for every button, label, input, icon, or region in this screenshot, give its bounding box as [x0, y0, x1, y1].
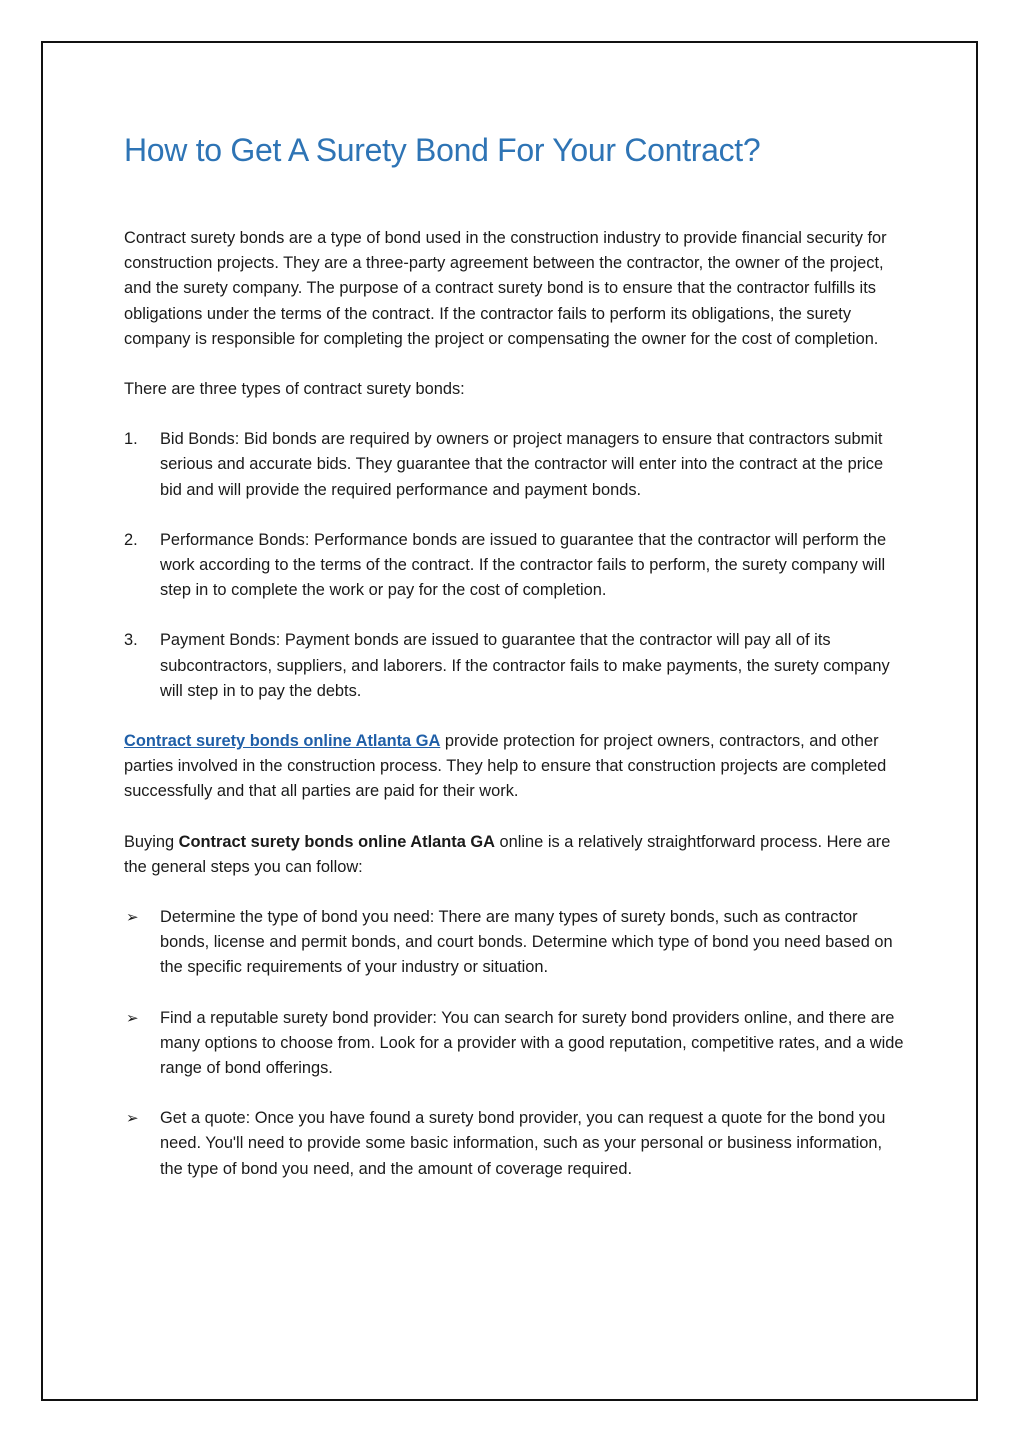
buying-bold-phrase: Contract surety bonds online Atlanta GA	[178, 832, 495, 851]
page-title: How to Get A Surety Bond For Your Contract?	[124, 132, 761, 168]
list-item-text: Performance Bonds: Performance bonds are issued to guarantee that the contractor will perform the work according to the terms of the contract. If the contractor fails to perform, the surety company will step in to complete the work or pay for the cost of completion.	[160, 530, 887, 600]
list-item	[124, 427, 904, 503]
bond-types-list	[124, 427, 904, 704]
list-item-text: Bid Bonds: Bid bonds are required by owners or project managers to ensure that contractors submit serious and accurate bids. They guarantee that the contractor will enter into the contract at the price bid and will provide the required performance and payment bonds.	[160, 430, 884, 499]
list-item	[124, 1106, 904, 1182]
surety-bonds-link[interactable]: Contract surety bonds online Atlanta GA	[124, 732, 441, 751]
intro-paragraph: Contract surety bonds are a type of bond used in the construction industry to provide financial security for construction projects. They are a three-party agreement between the contractor, the owner of the project, and the surety company. The purpose of a contract surety bond is to ensure that the contractor fulfills its obligations under the terms of the contract. If the contractor fails to perform its obligations, the surety company is responsible for completing the project or compensating the owner for the cost of completion.	[124, 229, 887, 348]
list-number: 3.	[124, 631, 138, 650]
list-number: 1.	[124, 430, 138, 449]
buying-suffix: online is a relatively straightforward process. Here are the general steps you can follow:	[124, 832, 891, 876]
list-item	[124, 528, 904, 604]
protection-text: provide protection for project owners, contractors, and other parties involved in the construction process. They help to ensure that construction projects are completed successfully and that all parties are paid for their work.	[124, 732, 887, 801]
list-number: 2.	[124, 530, 138, 549]
arrow-bullet-icon: ➢	[126, 1008, 139, 1027]
types-intro-paragraph: There are three types of contract surety bonds:	[124, 380, 465, 399]
buying-paragraph	[124, 830, 904, 880]
list-item-text: Payment Bonds: Payment bonds are issued to guarantee that the contractor will pay all of its subcontractors, suppliers, and laborers. If the contractor fails to make payments, the surety company will step in to pay the debts.	[160, 631, 890, 700]
list-item-text: Find a reputable surety bond provider: You can search for surety bond providers online, and there are many options to choose from. Look for a provider with a good reputation, competitive rates, and a wide range of bond offerings.	[160, 1008, 904, 1078]
arrow-bullet-icon: ➢	[126, 1109, 139, 1128]
buying-steps-list	[124, 905, 904, 1182]
buying-prefix: Buying	[124, 832, 179, 851]
document-body	[124, 226, 904, 1207]
list-item	[124, 628, 904, 704]
list-item-text: Get a quote: Once you have found a surety bond provider, you can request a quote for the bond you need. You'll need to provide some basic information, such as your personal or business information, the type of bond you need, and the amount of coverage required.	[160, 1109, 886, 1178]
protection-paragraph	[124, 729, 904, 805]
list-item	[124, 1006, 904, 1082]
arrow-bullet-icon: ➢	[126, 908, 139, 927]
list-item	[124, 905, 904, 981]
list-item-text: Determine the type of bond you need: There are many types of surety bonds, such as contractor bonds, license and permit bonds, and court bonds. Determine which type of bond you need based on the specific requirements of your industry or situation.	[160, 908, 893, 977]
